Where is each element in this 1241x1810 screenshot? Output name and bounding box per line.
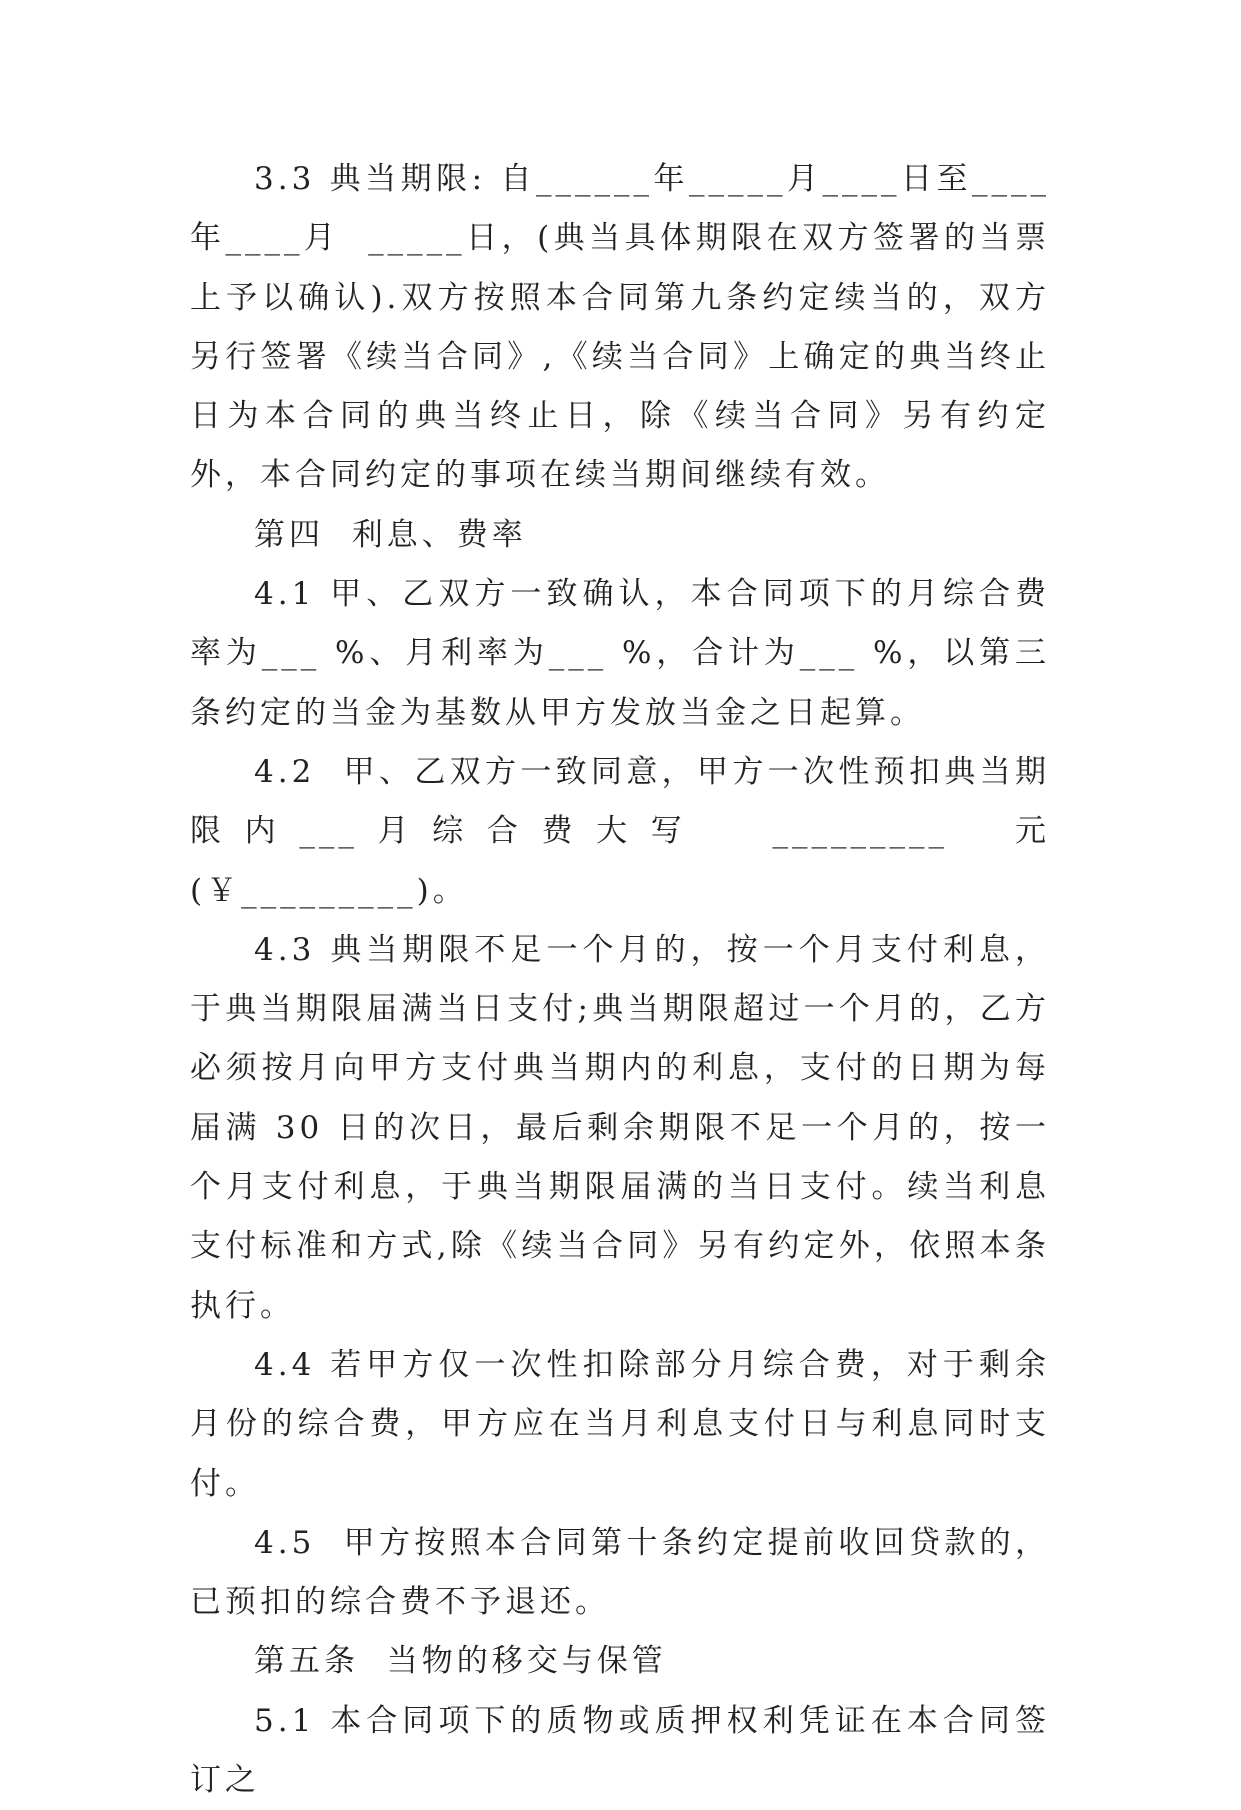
document-page [190,150,1050,1810]
section-5-heading: 第五条 当物的移交与保管 [254,1643,667,1680]
clause-3-3: 3.3 典当期限: 自______年_____月____日至____年____月 _____日，(典当具体期限在双方签署的当票上予以确认).双方按照本合同第九条约定续当的，双方另行签署《续当合同》,《续当合同》上确定的典当终止日为本合同的典当终止日，除《续当合同》另有约定外，本合同约定的事项在续当期间继续有效。 [190,161,1050,494]
clause-4-2: 4.2 甲、乙双方一致同意，甲方一次性预扣典当期限内___月综合费大写 _________ 元(￥_________)。 [190,753,1050,909]
section-4-heading: 第四 利息、费率 [254,516,527,553]
clause-4-1: 4.1 甲、乙双方一致确认，本合同项下的月综合费率为___ %、月利率为___ %，合计为___ %，以第三条约定的当金为基数从甲方发放当金之日起算。 [190,576,1050,731]
clause-4-5: 4.5 甲方按照本合同第十条约定提前收回贷款的，已预扣的综合费不予退还。 [190,1524,1050,1621]
clause-4-3: 4.3 典当期限不足一个月的，按一个月支付利息，于典当期限届满当日支付;典当期限超过一个月的，乙方必须按月向甲方支付典当期内的利息，支付的日期为每届满 30 日的次日，最后剩余期限不足一个月的，按一个月支付利息，于典当期限届满的当日支付。续当利息支付标准和方式,除《续当合同》另有约定外，依照本条执行。 [190,931,1050,1324]
clause-5-1: 5.1 本合同项下的质物或质押权利凭证在本合同签订之 [190,1702,1050,1799]
clause-4-4: 4.4 若甲方仅一次性扣除部分月综合费，对于剩余月份的综合费，甲方应在当月利息支付日与利息同时支付。 [190,1346,1050,1502]
